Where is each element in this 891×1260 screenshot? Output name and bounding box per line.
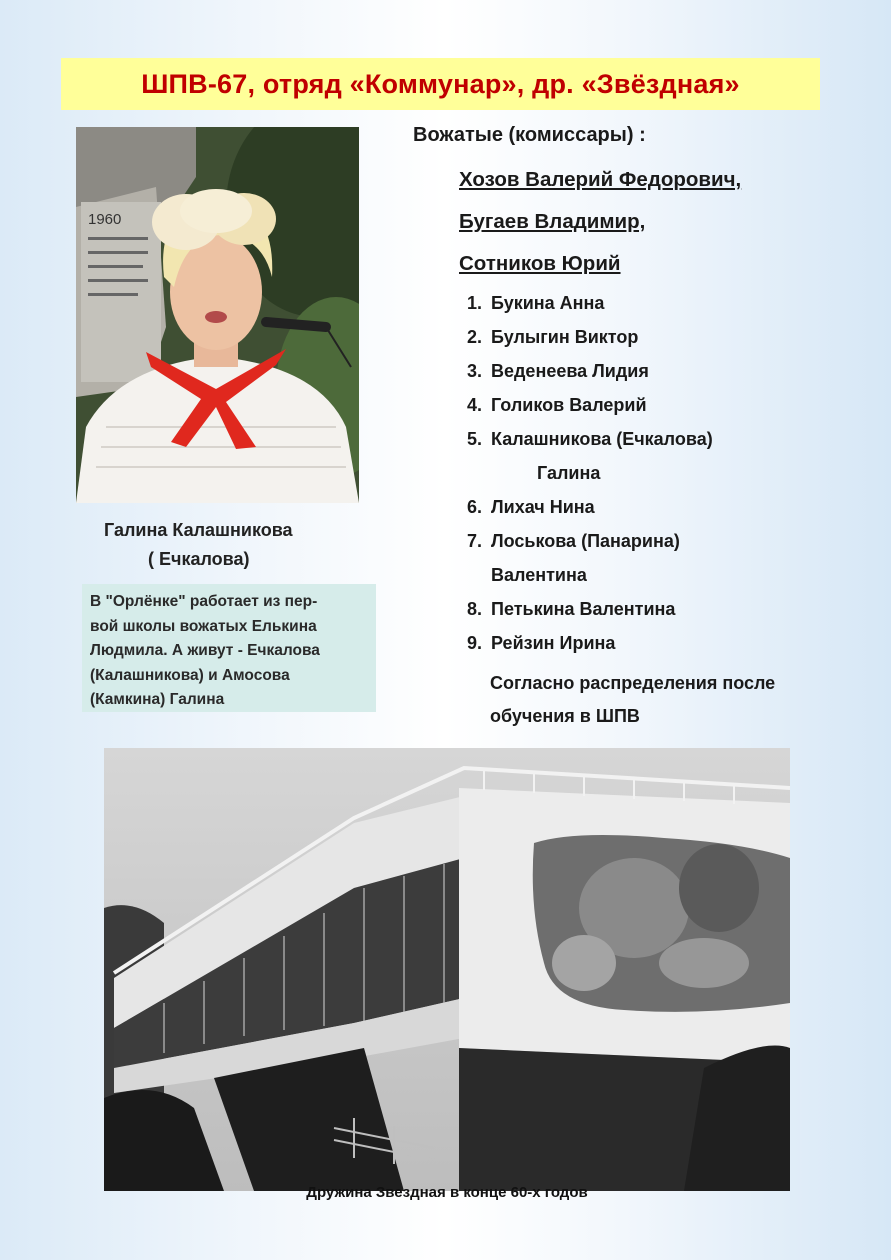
leaders-list <box>459 161 741 287</box>
list-item-number: 9. <box>467 633 483 653</box>
list-item-name-block <box>491 524 827 592</box>
list-item-name: Лихач Нина <box>491 497 595 517</box>
list-item-name: Калашникова (Ечкалова) <box>491 429 713 449</box>
list-item-number: 2. <box>467 327 483 347</box>
list-item <box>467 626 827 660</box>
list-item-number: 6. <box>467 497 483 517</box>
note-line: Людмила. А живут - Ечкалова <box>90 642 320 659</box>
note-line: В "Орлёнке" работает из пер- <box>90 593 318 610</box>
list-item <box>467 592 827 626</box>
distribution-note <box>490 667 840 733</box>
caption-line2: ( Ечкалова) <box>148 549 250 569</box>
building-photo <box>104 748 790 1191</box>
leader-name: Сотников Юрий <box>459 252 621 275</box>
note-line: вой школы вожатых Елькина <box>90 617 317 635</box>
page-title-text: ШПВ-67, отряд «Коммунар», др. «Звёздная» <box>141 68 740 99</box>
list-item <box>467 524 827 592</box>
list-item-name: Лоськова (Панарина) <box>491 531 680 551</box>
list-item <box>467 490 827 524</box>
list-item-number: 1. <box>467 293 483 313</box>
photo-caption: Дружина Звездная в конце 60-х годов <box>306 1184 588 1201</box>
list-item-number: 4. <box>467 395 483 415</box>
list-item-name: Булыгин Виктор <box>491 327 639 347</box>
list-item-number: 7. <box>467 531 483 551</box>
list-item-name: Рейзин Ирина <box>491 633 616 653</box>
info-note <box>82 584 376 712</box>
list-item <box>467 354 827 388</box>
page-title <box>61 58 820 110</box>
list-item-name: Голиков Валерий <box>491 395 647 415</box>
note-line: (Калашникова) и Амосова <box>90 666 290 684</box>
list-item-name: Петькина Валентина <box>491 599 676 619</box>
members-list <box>467 286 827 660</box>
portrait-caption <box>90 516 340 574</box>
list-item-name-cont: Валентина <box>491 565 587 585</box>
portrait-photo <box>76 127 359 503</box>
caption-line1: Галина Калашникова <box>104 520 293 540</box>
list-item <box>467 422 827 490</box>
list-item <box>467 286 827 320</box>
list-item-number: 8. <box>467 599 483 619</box>
list-item-name-block <box>491 422 827 490</box>
list-item <box>467 320 827 354</box>
distribution-line: Согласно распределения после <box>490 673 776 693</box>
list-item-name: Букина Анна <box>491 293 605 313</box>
leaders-heading: Вожатые (комиссары) : <box>413 124 646 146</box>
list-item <box>467 388 827 422</box>
list-item-name-cont: Галина <box>537 463 601 483</box>
list-item-name: Веденеева Лидия <box>491 361 649 381</box>
leader-name: Бугаев Владимир, <box>459 210 646 233</box>
leader-name: Хозов Валерий Федорович, <box>459 168 742 191</box>
note-line: (Камкина) Галина <box>90 691 225 708</box>
plaque-year: 1960 <box>88 211 122 228</box>
distribution-line: обучения в ШПВ <box>490 706 640 726</box>
list-item-number: 5. <box>467 429 483 449</box>
list-item-number: 3. <box>467 361 483 381</box>
